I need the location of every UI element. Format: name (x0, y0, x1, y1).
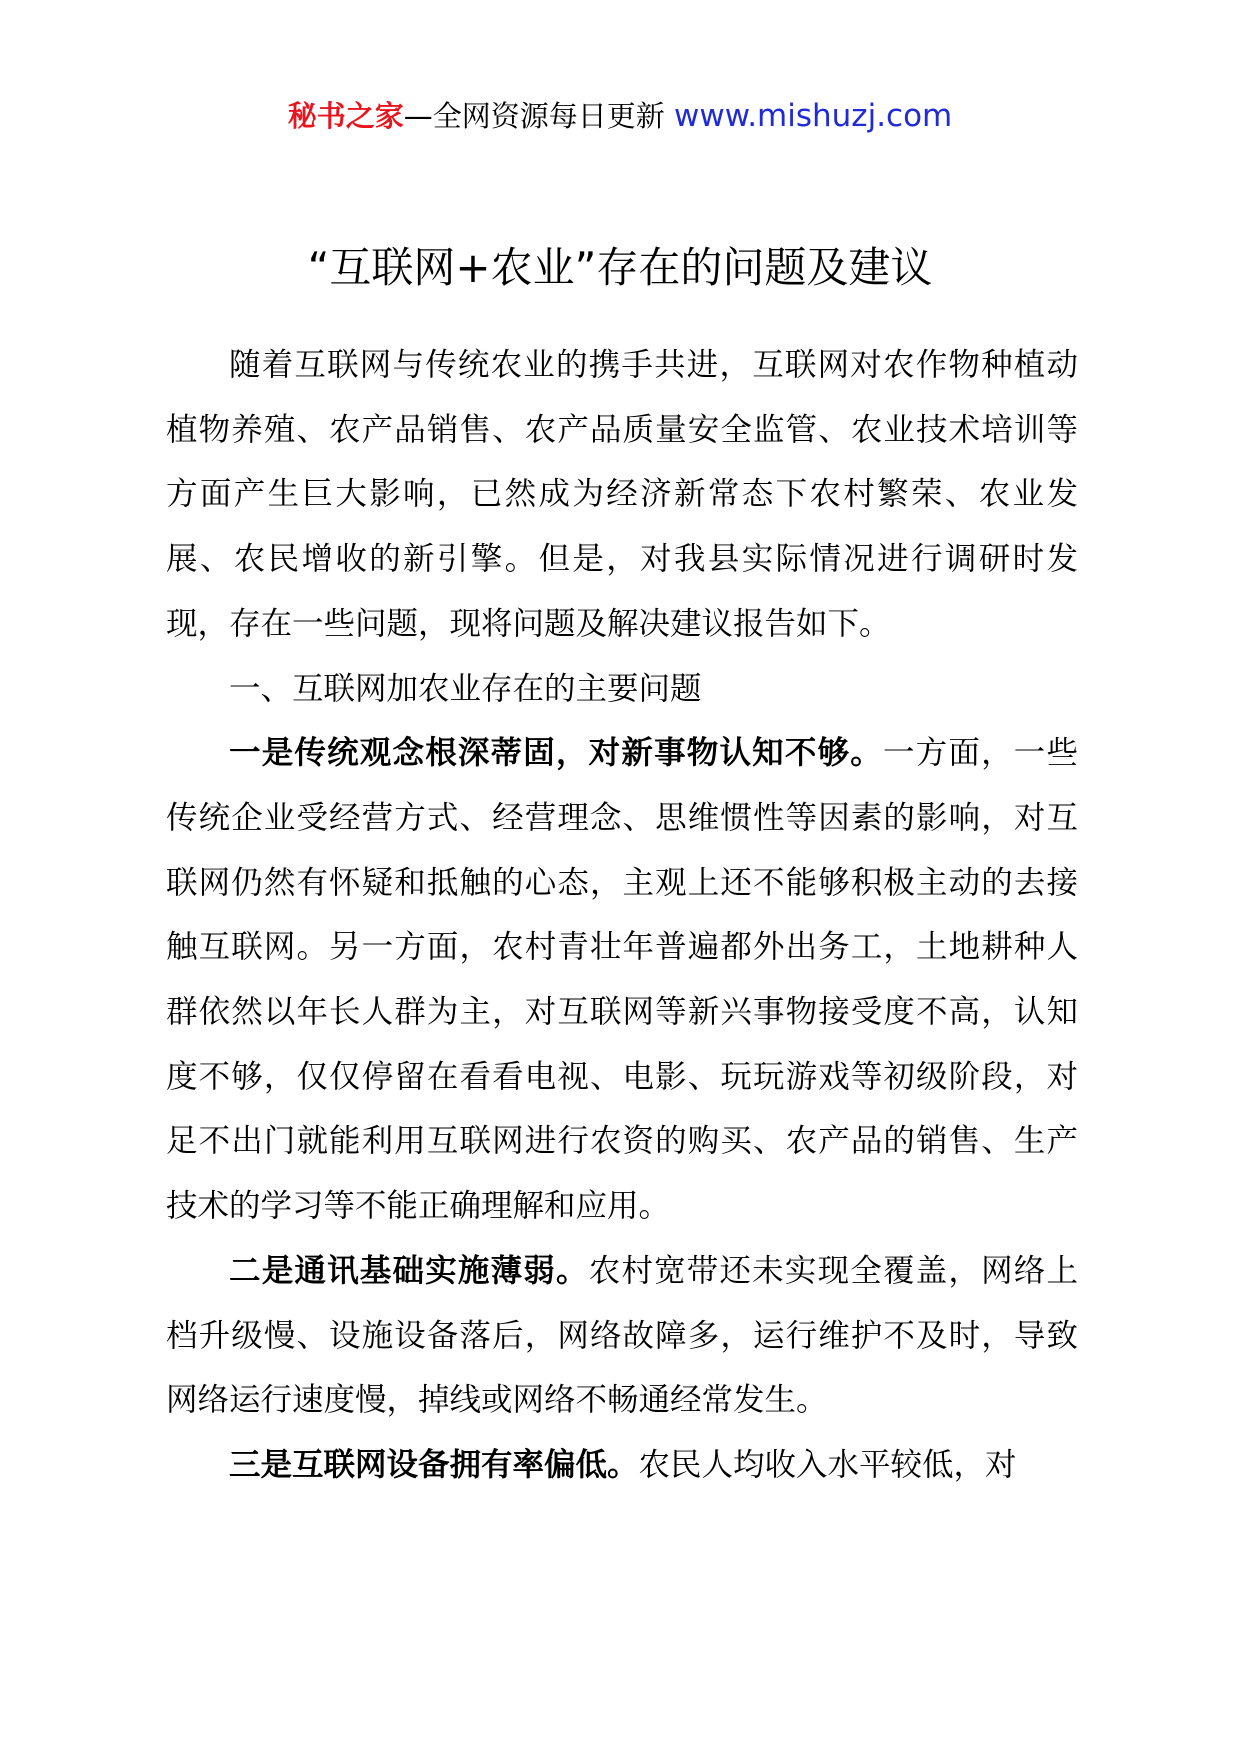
header-tagline: —全网资源每日更新 (403, 99, 665, 133)
issue-paragraph-3 (166, 1433, 1078, 1498)
document-title: “互联网+农业”存在的问题及建议 (307, 243, 933, 292)
issue-1-text: 一方面，一些传统企业受经营方式、经营理念、思维惯性等因素的影响，对互联网仍然有怀疑和抵触的心态，主观上还不能够积极主动的去接触互联网。另一方面，农村青壮年普遍都外出务工，土地耕种人群依然以年长人群为主，对互联网等新兴事物接受度不高，认知度不够，仅仅停留在看看电视、电影、玩玩游戏等初级阶段，对足不出门就能利用互联网进行农资的购买、农产品的销售、生产技术的学习等不能正确理解和应用。 (166, 735, 1078, 1225)
issue-paragraph-1 (166, 721, 1078, 1239)
issue-3-lead: 三是互联网设备拥有率偏低。 (229, 1446, 639, 1483)
intro-paragraph: 随着互联网与传统农业的携手共进，互联网对农作物种植动植物养殖、农产品销售、农产品质量安全监管、农业技术培训等方面产生巨大影响，已然成为经济新常态下农村繁荣、农业发展、农民增收的新引擎。但是，对我县实际情况进行调研时发现，存在一些问题，现将问题及解决建议报告如下。 (166, 347, 1078, 642)
site-header (0, 96, 1240, 136)
brand-name: 秘书之家 (287, 99, 404, 133)
site-url: www.mishuzj.com (673, 98, 953, 134)
issue-2-lead: 二是通讯基础实施薄弱。 (229, 1252, 589, 1289)
issue-1-lead: 一是传统观念根深蒂固，对新事物认知不够。 (229, 735, 883, 772)
issue-paragraph-2 (166, 1239, 1078, 1433)
section-heading: 一、互联网加农业存在的主要问题 (229, 670, 702, 707)
issue-3-text: 农民人均收入水平较低，对 (638, 1446, 1017, 1483)
issue-2-text: 农村宽带还未实现全覆盖，网络上档升级慢、设施设备落后，网络故障多，运行维护不及时，导致网络运行速度慢，掉线或网络不畅通经常发生。 (166, 1252, 1078, 1419)
document-body (166, 333, 1078, 1498)
